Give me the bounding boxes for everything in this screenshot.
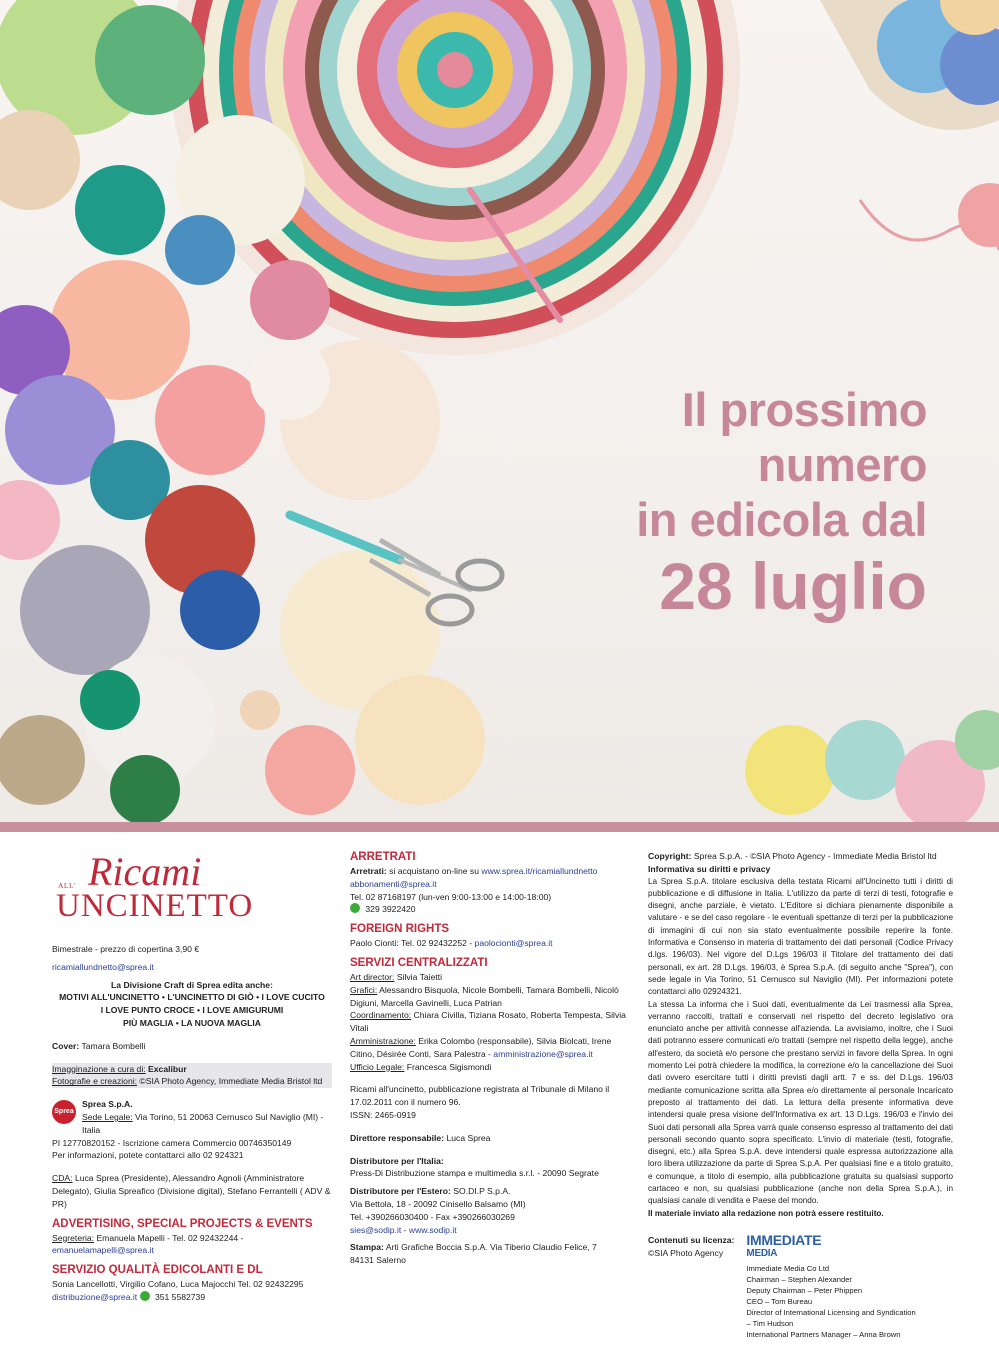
- headline-line-3: in edicola dal: [636, 493, 927, 546]
- cover-credit: [52, 1040, 332, 1053]
- foreign-text: Paolo Cionti: Tel. 02 92432252 -: [350, 938, 473, 949]
- headline-line-2: numero: [757, 438, 927, 491]
- art-director: [350, 971, 630, 984]
- division-title: La Divisione Craft di Sprea edita anche:: [111, 979, 273, 990]
- stampa-label: Stampa:: [350, 1242, 384, 1253]
- copyright: [648, 850, 953, 863]
- privacy-paragraph-1: La Sprea S.p.A. titolare esclusiva della testata Ricami all'Uncinetto tutti i diritti di pubblicazione e di diffusione in Italia. L'utilizzo da parte di terzi di testi, fotografie e disegni, anche parziale, è vietato. L'Editore si dichiara pienamente disponibile a valutare - e se del caso regolare - le eventuali spettanze di terzi per la pubblicazione di immagini di cui non sia stato eventualmente possibile reperire la fonte. Informativa e Consenso in materia di trattamento dei dati personali (Codice Privacy d.lgs. 196/03). Nel vigore del D.Lgs 196/03 il Titolare del trattamento dei dati personali, ex art. 28 D.Lgs. 196/03, è Sprea S.p.A. (di seguito anche "Sprea"), con sede legale in Via Torino, 51 Cernusco sul Naviglio (MI). Per informazioni potete contattarci allo 02924321.: [648, 876, 953, 997]
- legale-value: Francesca Sigismondi: [406, 1061, 492, 1072]
- whatsapp-icon: [350, 903, 360, 913]
- copyright-label: Copyright:: [648, 851, 692, 861]
- piva: PI 12770820152 - Iscrizione camera Commercio 00746350149: [52, 1137, 292, 1148]
- arretrati-text: si acquistano on-line su: [389, 866, 479, 876]
- amm-label: Amministrazione:: [350, 1035, 416, 1046]
- sprea-sede: [82, 1111, 332, 1137]
- arretrati-email[interactable]: abbonamenti@sprea.it: [350, 878, 437, 889]
- amm-email[interactable]: amministrazione@sprea.it: [493, 1048, 593, 1059]
- segreteria-value: Emanuela Mapelli - Tel. 02 92432244 -: [96, 1232, 244, 1243]
- privacy-title: Informativa su diritti e privacy: [648, 863, 771, 874]
- headline-line-1: Il prossimo: [681, 383, 927, 436]
- licenza-label: Contenuti su licenza:: [648, 1234, 735, 1245]
- sede-label: Sede Legale:: [82, 1111, 133, 1122]
- art-value: Silvia Taietti: [396, 971, 443, 982]
- arretrati-url[interactable]: www.sprea.it/ricamiallundnetto: [481, 866, 598, 876]
- direttore: [350, 1132, 630, 1145]
- im-line: Deputy Chairman – Peter Phippen: [746, 1285, 863, 1295]
- imaging-credit: [52, 1063, 332, 1076]
- coordinamento: [350, 1009, 630, 1035]
- distr-est-tel: Tel. +390266030400 - Fax +390266030269: [350, 1211, 515, 1222]
- stampa-value: Arti Grafiche Boccia S.p.A. Via Tiberio Claudio Felice, 7: [385, 1242, 597, 1253]
- sprea-info: [52, 1098, 332, 1136]
- arretrati-title: ARRETRATI: [350, 851, 416, 863]
- foreign-info: [350, 937, 630, 950]
- advertising-title: ADVERTISING, SPECIAL PROJECTS & EVENTS: [52, 1217, 313, 1230]
- distr-est-url[interactable]: www.sodip.it: [408, 1224, 457, 1235]
- licenza-value: ©SIA Photo Agency: [648, 1247, 724, 1258]
- sprea-name: Sprea S.p.A.: [82, 1099, 133, 1110]
- foreign-email[interactable]: paolocionti@sprea.it: [474, 938, 553, 949]
- division-line: PIÙ MAGLIA • LA NUOVA MAGLIA: [123, 1017, 261, 1028]
- material-note: Il materiale inviato alla redazione non potrà essere restituito.: [648, 1208, 884, 1218]
- cover-label: Cover:: [52, 1040, 80, 1051]
- imaging-label: Imagginazione a cura di:: [52, 1063, 146, 1074]
- whatsapp-icon: [140, 1291, 150, 1301]
- im-logo-main: IMMEDIATE: [746, 1231, 822, 1248]
- headline-date: 28 luglio: [659, 549, 927, 623]
- grafici: [350, 984, 630, 1010]
- servizio-names: Sonia Lancellotti, Virgilio Cofano, Luca Majocchi Tel. 02 92432295: [52, 1279, 304, 1290]
- logo-all: ALL': [58, 881, 76, 890]
- logo-ricami: Ricami: [88, 849, 202, 894]
- sprea-contact: Per informazioni, potete contattarci allo 02 924321: [52, 1150, 244, 1161]
- foreign-title: FOREIGN RIGHTS: [350, 923, 450, 936]
- price-line: Bimestrale - prezzo di copertina 3,90 €: [52, 944, 200, 954]
- privacy-paragraph-2: La stessa La informa che i Suoi dati, eventualmente da Lei trasmessi alla Sprea, verranno raccolti, trattati e conservati nel rispetto del decreto legislativo ora enunciato anche per attività connesse all'azienda. La avvisiamo, inoltre, che i Suoi dati potranno essere comunicati e/o trattati (sempre nel rispetto della legge), anche all'estero, da società e/o persone che prestano servizi in favore della Sprea. In ogni momento Lei potrà chiedere la modifica, la correzione e/o la cancellazione dei Suoi dati ovvero esercitare tutti i diritti previsti dagli artt. 7 e ss. del D.Lgs. 196/03 mediante comunicazione scritta alla Sprea e/o direttamente al personale Incaricato preposto al trattamento dei dati. La lettura della presente informativa deve intendersi quale presa visione dell'Informativa ex art. 13 D.Lgs. 196/03 e l'invio dei Suoi dati personali alla Sprea varrà quale consenso espresso al trattamento dei dati personali secondo quanto sopra specificato. L'invio di materiale (testi, fotografie, disegni, etc.) alla Sprea S.p.A. deve intendersi quale espressa autorizzazione alla loro libera utilizzazione da parte di Sprea S.p.A. Per qualsiasi fine e a titolo gratuito, e comunque, a titolo di esempio, alla pubblicazione gratuita su qualsiasi supporto cartaceo e non, su qualsiasi pubblicazione (anche non della Sprea S.p.A.), in qualsiasi canale di vendita e Paese del mondo.: [648, 999, 953, 1206]
- direttore-value: Luca Sprea: [446, 1132, 491, 1143]
- segreteria-email[interactable]: emanuelamapelli@sprea.it: [52, 1245, 154, 1256]
- immediate-media: [746, 1231, 916, 1340]
- sede-value: Via Torino, 51 20063 Cernusco Sul Naviglio (MI) - Italia: [82, 1111, 324, 1135]
- copyright-value: Sprea S.p.A. - ©SIA Photo Agency - Immediate Media Bristol ltd: [693, 851, 937, 861]
- column-legal: [648, 850, 953, 1340]
- photo-label: Fotografie e creazioni:: [52, 1076, 138, 1087]
- photo-value: ©SIA Photo Agency, Immediate Media Bristol ltd: [139, 1076, 323, 1087]
- stampa: [350, 1241, 630, 1254]
- photo-credit: [52, 1075, 332, 1088]
- distr-it-value: Press-Di Distribuzione stampa e multimedia s.r.l. - 20090 Segrate: [350, 1168, 599, 1179]
- grafici-label: Grafici:: [350, 984, 378, 995]
- im-line: Chairman – Stephen Alexander: [746, 1274, 852, 1284]
- distr-it-label: Distributore per l'Italia:: [350, 1155, 444, 1166]
- segreteria-label: Segreteria:: [52, 1232, 95, 1243]
- servizio-email[interactable]: distribuzione@sprea.it: [52, 1291, 138, 1302]
- im-line: Immediate Media Co Ltd: [746, 1263, 830, 1273]
- cda: [52, 1172, 332, 1210]
- distr-est-email[interactable]: sies@sodip.it: [350, 1224, 402, 1235]
- servizio-phone: 351 5582739: [154, 1291, 206, 1302]
- distr-est-value: SO.DI.P S.p.A.: [453, 1186, 511, 1197]
- direttore-label: Direttore responsabile:: [350, 1132, 445, 1143]
- imaging-value: Excalibur: [148, 1063, 187, 1074]
- sprea-logo: Sprea: [52, 1100, 76, 1124]
- arretrati-label: Arretrati:: [350, 866, 387, 876]
- im-line: – Tim Hudson: [746, 1318, 794, 1328]
- coord-value: Chiara Civilla, Tiziana Rosato, Roberta Tempesta, Silvia Vitali: [350, 1010, 626, 1034]
- divider-band: [0, 822, 999, 832]
- servizi-title: SERVIZI CENTRALIZZATI: [350, 956, 488, 969]
- magazine-email[interactable]: ricamiallundnetto@sprea.it: [52, 961, 154, 972]
- servizio-title: SERVIZIO QUALITÀ EDICOLANTI E DL: [52, 1264, 263, 1277]
- cover-value: Tamara Bombelli: [81, 1040, 146, 1051]
- legale-label: Ufficio Legale:: [350, 1061, 405, 1072]
- amministrazione: [350, 1035, 630, 1061]
- division-line: I LOVE PUNTO CROCE • I LOVE AMIGURUMI: [100, 1005, 284, 1016]
- column-services: [350, 850, 630, 1267]
- im-line: International Partners Manager – Anna Brown: [746, 1329, 901, 1339]
- amm-value: Erika Colombo (responsabile), Silvia Biolcati, Irene Citino, Désirée Conti, Sara Palestra -: [350, 1035, 612, 1059]
- registrazione: Ricami all'uncinetto, pubblicazione registrata al Tribunale di Milano il 17.02.2011 con il numero 96.: [350, 1084, 610, 1108]
- issn: ISSN: 2465-0919: [350, 1109, 416, 1120]
- licensing-block: [648, 1231, 953, 1340]
- distr-est-label: Distributore per l'Estero:: [350, 1186, 451, 1197]
- arretrati-tel: Tel. 02 87168197 (lun-ven 9:00-13:00 e 14:00-18:00): [350, 891, 552, 902]
- art-label: Art director:: [350, 971, 395, 982]
- column-publication: [52, 850, 332, 1304]
- im-line: Director of International Licensing and Syndication: [746, 1307, 916, 1317]
- arretrati-whatsapp-row: [350, 903, 630, 916]
- arretrati-info: [350, 865, 630, 878]
- magazine-logo: [52, 850, 332, 938]
- cda-label: CDA:: [52, 1173, 73, 1184]
- im-logo-sub: MEDIA: [746, 1247, 778, 1259]
- segreteria: [52, 1232, 332, 1258]
- coord-label: Coordinamento:: [350, 1010, 412, 1021]
- licenza: [648, 1234, 734, 1340]
- division-line: MOTIVI ALL'UNCINETTO • L'UNCINETTO DI GIÒ • I LOVE CUCITO: [59, 992, 325, 1003]
- ufficio-legale: [350, 1061, 630, 1074]
- grafici-value: Alessandro Bisquola, Nicole Bombelli, Tamara Bombelli, Nicolò Digiuni, Marcella Gavinelli, Luca Patrian: [350, 984, 619, 1008]
- distr-estero: [350, 1185, 630, 1198]
- arretrati-whatsapp: 329 3922420: [365, 904, 416, 915]
- headline: [636, 382, 927, 623]
- servizio-contacts: [52, 1291, 332, 1304]
- distr-est-links: sies@sodip.it - www.sodip.it: [350, 1224, 457, 1235]
- logo-uncinetto: UNCINETTO: [56, 888, 254, 924]
- stampa-city: 84131 Salerno: [350, 1255, 406, 1266]
- cda-value: Luca Sprea (Presidente), Alessandro Agnoli (Amministratore Delegato), Giulia Spreafico (Divisione digital), Stefano Ferrantelli ( ADV & PR): [52, 1173, 331, 1209]
- immediate-media-logo: [746, 1231, 915, 1260]
- im-line: CEO – Tom Bureau: [746, 1296, 813, 1306]
- distr-est-addr: Via Bettola, 18 - 20092 Cinisello Balsamo (MI): [350, 1198, 526, 1209]
